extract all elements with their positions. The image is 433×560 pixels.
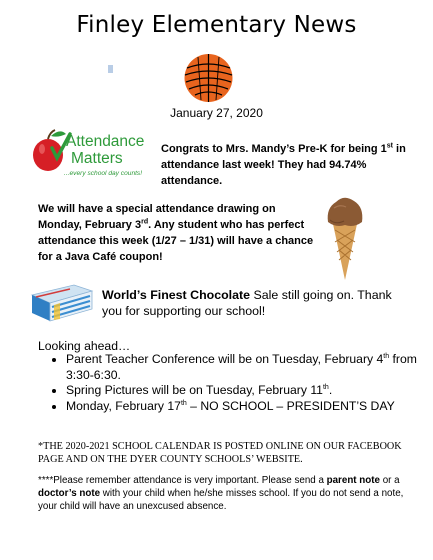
drawing-paragraph [38,201,316,265]
congrats-text-start: Congrats to Mrs. Mandy’s Pre-K for being 1 [161,143,387,155]
chocolate-box-image [30,281,94,323]
calendar-note: *THE 2020-2021 SCHOOL CALENDAR IS POSTED ONLINE ON OUR FACEBOOK PAGE AND ON THE DYER COUNTY SCHOOLS’ WEBSITE. [38,441,402,465]
attendance-logo-line2: Matters [71,150,123,167]
chocolate-sale-bold: World’s Finest Chocolate [102,288,251,302]
congrats-paragraph [161,141,406,189]
indian-headdress-logo-icon [181,48,236,103]
issue-date: January 27, 2020 [170,106,263,120]
decorative-mark [108,65,113,73]
list-item: • Monday, February 17th – NO SCHOOL – PRESIDENT’S DAY [66,399,433,415]
looking-ahead-heading: Looking ahead… [38,339,131,353]
attendance-logo-line1: Attendance [66,133,145,150]
drawing-sup: rd [141,218,149,226]
looking-ahead-list [38,352,433,414]
congrats-text-end: in attendance last week! They had 94.74% attendance. [161,143,406,187]
list-item: • Parent Teacher Conference will be on Tuesday, February 4th from 3:30-6:30. [66,352,433,383]
ice-cream-cone-icon [324,194,366,282]
list-item: • Spring Pictures will be on Tuesday, February 11th. [66,383,433,399]
drawing-text-end: . Any student who has perfect attendance this week (1/27 – 1/31) will have a chance for a Java Café coupon! [38,219,314,263]
newsletter-title: Finley Elementary News [76,12,357,38]
drawing-text-start: We will have a special attendance drawing on Monday, February 3 [38,203,276,231]
attendance-reminder: ****Please remember attendance is very important. Please send a parent note or a doctor’s note with your child when he/she misses school. If you do not send a note, your child will have an unexcused absence. [38,475,404,513]
chocolate-sale-paragraph [102,287,402,319]
attendance-matters-logo [30,124,158,182]
congrats-sup: st [386,142,393,150]
attendance-logo-tagline: ...every school day counts! [64,170,143,177]
chocolate-sale-rest: Sale still going on. Thank you for supporting our school! [102,288,392,318]
